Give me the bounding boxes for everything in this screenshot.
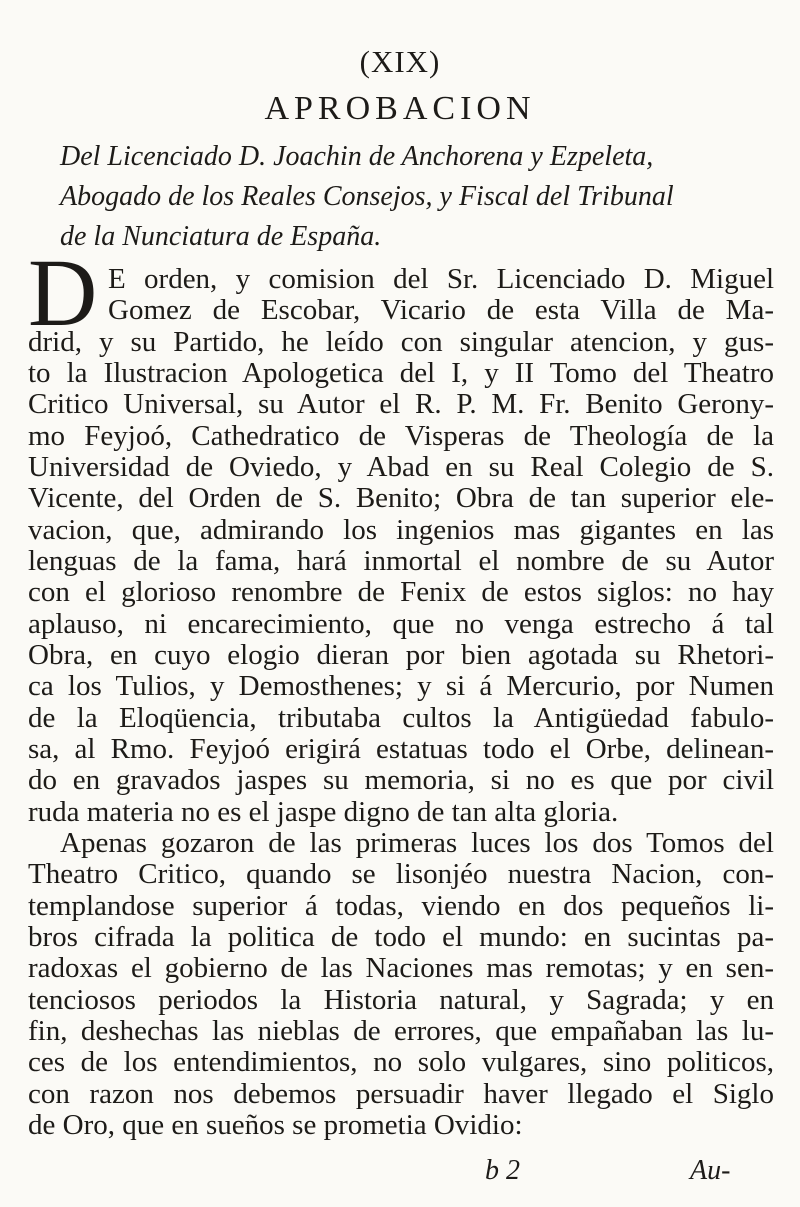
body-line: con el glorioso renombre de Fenix de estos siglos: no hay xyxy=(28,576,774,608)
body-line: Apenas gozaron de las primeras luces los dos Tomos del xyxy=(60,827,774,859)
body-line: Theatro Critico, quando se lisonjéo nuestra Nacion, con- xyxy=(28,858,774,890)
body-line: Obra, en cuyo elogio dieran por bien agotada su Rhetori- xyxy=(28,639,774,671)
body-line: templandose superior á todas, viendo en dos pequeños li- xyxy=(28,890,774,922)
body-line: Gomez de Escobar, Vicario de esta Villa de Ma- xyxy=(108,294,774,326)
catchword: Au- xyxy=(690,1155,731,1186)
body-line: mo Feyjoó, Cathedratico de Visperas de Theología de la xyxy=(28,420,774,452)
subtitle-line-2: Abogado de los Reales Consejos, y Fiscal del Tribunal xyxy=(60,181,674,212)
body-line: vacion, que, admirando los ingenios mas gigantes en las xyxy=(28,514,774,546)
drop-cap: D xyxy=(28,239,98,346)
body-line: bros cifrada la politica de todo el mundo: en sucintas pa- xyxy=(28,921,774,953)
body-line: drid, y su Partido, he leído con singular atencion, y gus- xyxy=(28,326,774,358)
body-line: Universidad de Oviedo, y Abad en su Real Colegio de S. xyxy=(28,451,774,483)
body-line: con razon nos debemos persuadir haver llegado el Siglo xyxy=(28,1078,774,1110)
body-line: Vicente, del Orden de S. Benito; Obra de tan superior ele- xyxy=(28,482,774,514)
body-line: ruda materia no es el jaspe digno de tan alta gloria. xyxy=(28,796,619,828)
body-line: do en gravados jaspes su memoria, si no es que por civil xyxy=(28,764,774,796)
body-line: lenguas de la fama, hará inmortal el nombre de su Autor xyxy=(28,545,774,577)
body-line: to la Ilustracion Apologetica del I, y II Tomo del Theatro xyxy=(28,357,774,389)
body-line: ca los Tulios, y Demosthenes; y si á Mercurio, por Numen xyxy=(28,670,774,702)
body-line: radoxas el gobierno de las Naciones mas remotas; y en sen- xyxy=(28,952,774,984)
body-line: Critico Universal, su Autor el R. P. M. Fr. Benito Gerony- xyxy=(28,388,774,420)
page-number: (XIX) xyxy=(359,44,441,79)
body-line: fin, deshechas las nieblas de errores, que empañaban las lu- xyxy=(28,1015,774,1047)
body-line: aplauso, ni encarecimiento, que no venga estrecho á tal xyxy=(28,608,774,640)
body-line: de la Eloqüencia, tributaba cultos la Antigüedad fabulo- xyxy=(28,702,774,734)
body-line: tenciosos periodos la Historia natural, y Sagrada; y en xyxy=(28,984,774,1016)
body-line: sa, al Rmo. Feyjoó erigirá estatuas todo el Orbe, delinean- xyxy=(28,733,774,765)
body-line: E orden, y comision del Sr. Licenciado D. Miguel xyxy=(108,263,774,295)
body-line: ces de los entendimientos, no solo vulgares, sino politicos, xyxy=(28,1046,774,1078)
subtitle-line-3: de la Nunciatura de España. xyxy=(60,221,382,252)
body-line: de Oro, que en sueños se prometia Ovidio: xyxy=(28,1109,523,1141)
signature-mark: b 2 xyxy=(485,1155,520,1186)
heading-aprobacion: APROBACION xyxy=(264,90,536,127)
subtitle-line-1: Del Licenciado D. Joachin de Anchorena y Ezpeleta, xyxy=(60,141,654,172)
